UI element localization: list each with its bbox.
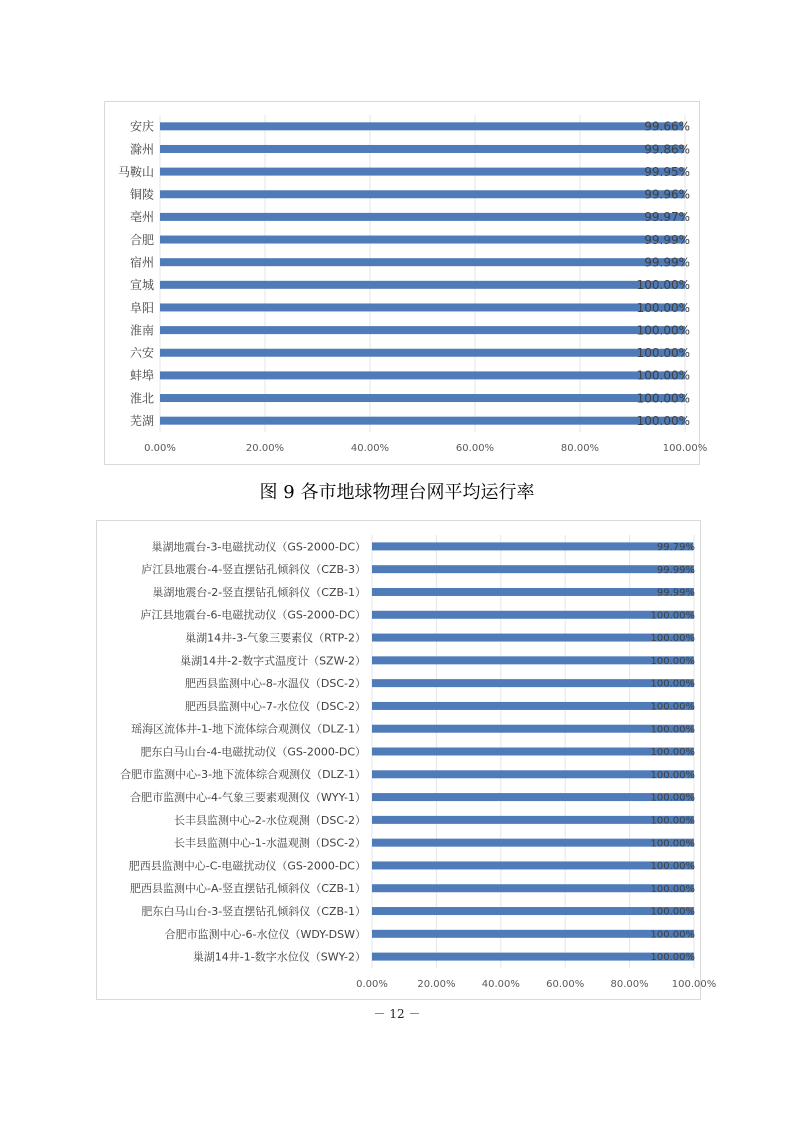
chart1-bar — [160, 349, 685, 357]
chart2-category-label: 肥西县监测中心-7-水位仪（DSC-2） — [184, 699, 366, 713]
chart2-category-label: 合肥市监测中心-4-气象三要素观测仪（WYY-1） — [130, 791, 366, 805]
chart1-bar — [160, 122, 683, 130]
chart1-category-label: 淮南 — [129, 323, 154, 338]
chart1-data-label: 100.00% — [636, 323, 690, 338]
chart1-bar — [160, 236, 685, 244]
chart2-data-label: 100.00% — [650, 861, 695, 873]
chart2-data-label: 100.00% — [650, 655, 695, 667]
chart2-data-label: 99.99% — [656, 564, 695, 576]
chart2-x-tick-label: 0.00% — [356, 979, 388, 990]
chart2-data-label: 100.00% — [650, 633, 695, 645]
chart1-category-label: 合肥 — [129, 232, 154, 247]
chart2-category-label: 长丰县监测中心-2-水位观测（DSC-2） — [173, 813, 366, 827]
chart2-x-tick-label: 80.00% — [610, 979, 649, 990]
chart2-category-label: 肥东白马山台-4-电磁扰动仪（GS-2000-DC） — [140, 745, 366, 759]
chart1-x-tick-label: 20.00% — [245, 443, 285, 454]
city-operation-rate-chart — [104, 101, 708, 465]
chart2-x-tick-label: 40.00% — [481, 979, 520, 990]
chart2-category-label: 合肥市监测中心-3-地下流体综合观测仪（DLZ-1） — [120, 768, 366, 782]
chart2-data-label: 100.00% — [650, 929, 695, 941]
chart1-category-label: 蚌埠 — [129, 368, 154, 383]
chart2-data-label: 100.00% — [650, 747, 695, 759]
chart1-bar — [160, 394, 685, 402]
chart2-category-label: 巢湖14井-3-气象三要素仪（RTP-2） — [185, 631, 366, 645]
chart2-bar — [372, 907, 694, 915]
chart1-bar — [160, 258, 685, 266]
chart2-category-label: 巢湖14井-1-数字水位仪（SWY-2） — [192, 950, 366, 964]
chart2-x-tick-label: 20.00% — [417, 979, 456, 990]
chart2-category-label: 瑶海区流体井-1-地下流体综合观测仪（DLZ-1） — [131, 722, 366, 736]
chart1-category-label: 淮北 — [129, 391, 154, 406]
chart2-bar — [372, 724, 695, 736]
chart1-x-tick-label: 100.00% — [662, 443, 708, 454]
chart2-bar — [372, 565, 694, 573]
chart2-data-label: 100.00% — [650, 838, 695, 850]
chart1-bar — [160, 145, 684, 153]
chart2-category-label: 肥西县监测中心-8-水温仪（DSC-2） — [184, 677, 366, 691]
chart1-data-label: 100.00% — [636, 346, 690, 361]
chart1-bar — [160, 213, 685, 221]
chart2-category-label: 肥西县监测中心-C-电磁扰动仪（GS-2000-DC） — [128, 859, 366, 873]
chart2-bar — [372, 702, 694, 710]
chart2-category-label: 巢湖地震台-3-电磁扰动仪（GS-2000-DC） — [151, 540, 366, 554]
chart1-category-label: 亳州 — [129, 210, 154, 225]
chart1-category-label: 宿州 — [129, 255, 154, 270]
chart1-data-label: 99.66% — [644, 119, 690, 134]
chart1-data-label: 100.00% — [636, 391, 690, 406]
chart2-data-label: 99.99% — [656, 587, 695, 599]
chart2-data-label: 100.00% — [650, 610, 695, 622]
chart2-category-label: 巢湖地震台-2-竖直摆钻孔倾斜仪（CZB-1） — [152, 585, 366, 599]
chart1-bar — [160, 371, 685, 379]
chart2-category-label: 庐江县地震台-4-竖直摆钻孔倾斜仪（CZB-3） — [141, 563, 366, 577]
chart1-x-tick-label: 0.00% — [144, 443, 176, 454]
chart2-category-label: 合肥市监测中心-6-水位仪（WDY-DSW） — [164, 927, 366, 941]
chart2-x-tick-label: 60.00% — [546, 979, 585, 990]
chart2-data-label: 100.00% — [650, 769, 695, 781]
chart2-bar — [372, 633, 695, 645]
chart2-category-label: 庐江县地震台-6-电磁扰动仪（GS-2000-DC） — [140, 608, 366, 622]
chart2-category-label: 肥西县监测中心-A-竖直摆钻孔倾斜仪（CZB-1） — [130, 882, 366, 896]
chart2-bar — [372, 542, 693, 550]
chart1-category-label: 六安 — [129, 346, 154, 361]
chart1-data-label: 100.00% — [636, 368, 690, 383]
chart1-category-label: 宣城 — [129, 278, 154, 293]
chart2-data-label: 100.00% — [650, 701, 695, 713]
chart1-bar — [160, 417, 685, 425]
chart1-data-label: 99.97% — [644, 210, 690, 225]
chart2-data-label: 100.00% — [650, 678, 695, 690]
chart1-data-label: 99.96% — [644, 187, 690, 202]
figure-caption: 图 9 各市地球物理台网平均运行率 — [259, 482, 535, 503]
chart2-data-label: 99.79% — [656, 541, 695, 553]
chart2-bar — [372, 838, 695, 850]
chart1-data-label: 99.95% — [644, 164, 690, 179]
chart1-x-tick-label: 80.00% — [560, 443, 600, 454]
chart1-data-label: 99.99% — [644, 255, 690, 270]
chart2-bar — [372, 610, 695, 622]
chart2-bar — [372, 952, 695, 964]
chart-1-svg — [105, 102, 708, 464]
chart2-bar — [372, 656, 694, 664]
chart2-data-label: 100.00% — [650, 792, 695, 804]
chart-2-svg — [97, 521, 717, 999]
chart1-x-tick-label: 60.00% — [455, 443, 495, 454]
chart2-data-label: 100.00% — [650, 883, 695, 895]
chart2-data-label: 100.00% — [650, 952, 695, 964]
chart2-bar — [372, 679, 694, 687]
chart1-bar — [160, 281, 685, 289]
chart1-category-label: 滁州 — [129, 142, 154, 157]
chart2-bar — [372, 747, 695, 759]
chart2-data-label: 100.00% — [650, 815, 695, 827]
chart2-data-label: 100.00% — [650, 724, 695, 736]
chart1-bar — [160, 326, 685, 334]
chart1-data-label: 100.00% — [636, 300, 690, 315]
chart2-bar — [372, 929, 695, 941]
chart2-bar — [372, 793, 694, 801]
instrument-operation-rate-chart — [96, 520, 717, 1000]
chart1-category-label: 马鞍山 — [117, 164, 154, 179]
chart1-data-label: 100.00% — [636, 278, 690, 293]
chart1-category-label: 铜陵 — [129, 187, 154, 202]
chart1-x-tick-label: 40.00% — [350, 443, 390, 454]
chart1-bar — [160, 190, 685, 198]
chart2-bar — [372, 884, 694, 892]
chart2-category-label: 巢湖14井-2-数字式温度计（SZW-2） — [180, 654, 366, 668]
chart2-data-label: 100.00% — [650, 906, 695, 918]
chart2-x-tick-label: 100.00% — [671, 979, 717, 990]
chart1-data-label: 100.00% — [636, 413, 690, 428]
chart2-category-label: 肥东白马山台-3-竖直摆钻孔倾斜仪（CZB-1） — [141, 904, 366, 918]
chart2-bar — [372, 815, 695, 827]
chart1-category-label: 芜湖 — [129, 413, 154, 428]
chart2-category-label: 长丰县监测中心-1-水温观测（DSC-2） — [173, 836, 366, 850]
chart2-bar — [372, 861, 694, 869]
chart1-bar — [160, 303, 685, 311]
chart1-data-label: 99.99% — [644, 232, 690, 247]
chart2-bar — [372, 588, 694, 596]
chart1-category-label: 阜阳 — [129, 300, 154, 315]
chart2-bar — [372, 770, 694, 778]
page-number: － 12 － — [373, 1007, 421, 1021]
chart1-bar — [160, 168, 685, 176]
chart1-data-label: 99.86% — [644, 142, 690, 157]
chart1-category-label: 安庆 — [129, 119, 154, 134]
